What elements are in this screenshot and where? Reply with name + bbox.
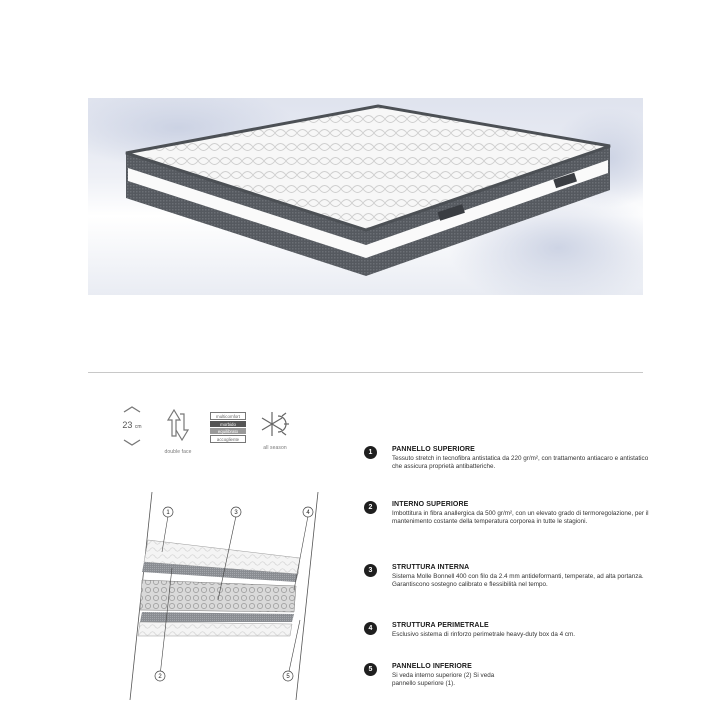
spec-item — [364, 446, 654, 486]
spec-number: 2 — [364, 501, 377, 514]
spec-number: 5 — [364, 663, 377, 676]
mattress-cross-section-diagram — [120, 490, 340, 705]
spec-title: PANNELLO SUPERIORE — [392, 446, 475, 453]
spec-body: Imbottitura in fibra anallergica da 500 gr/m², con un elevato grado di termoregolazione, per il mantenimento costante della temperatura corporea in tutte le stagioni. — [392, 510, 649, 526]
all-season-badge — [258, 408, 292, 451]
diagram-label-2: 2 — [158, 674, 162, 681]
all-season-label: all season — [263, 445, 287, 451]
snowflake-sun-icon — [260, 408, 290, 440]
spec-item — [364, 501, 654, 549]
double-face-badge — [160, 406, 196, 455]
spec-number: 3 — [364, 564, 377, 577]
spec-body: Sistema Molle Bonnell 400 con filo da 2.4 mm antideformanti, temperate, ad alta portanza. Garantiscono sostegno calibrato e flessibilità nel tempo. — [392, 573, 644, 589]
height-badge — [116, 406, 148, 451]
diagram-label-3: 3 — [234, 510, 238, 517]
spec-number: 1 — [364, 446, 377, 459]
section-divider — [88, 372, 643, 373]
spec-number: 4 — [364, 622, 377, 635]
comfort-level: multicomfort — [210, 412, 246, 420]
spec-title: PANNELLO INFERIORE — [392, 663, 472, 670]
height-unit: cm — [134, 424, 142, 430]
diagram-label-1: 1 — [166, 510, 170, 517]
comfort-level: accogliente — [210, 435, 246, 443]
double-face-label: double face — [164, 449, 192, 455]
comfort-scale — [210, 412, 246, 443]
spec-title: STRUTTURA PERIMETRALE — [392, 622, 489, 629]
comfort-level: equilibrato — [210, 428, 246, 434]
spec-body: Si veda interno superiore (2) Si veda pannello superiore (1). — [392, 672, 495, 688]
spec-item — [364, 622, 654, 650]
spec-item — [364, 564, 654, 612]
diagram-label-4: 4 — [306, 510, 310, 517]
mattress-hero-image — [88, 98, 643, 295]
spec-title: STRUTTURA INTERNA — [392, 564, 470, 571]
spec-body: Tessuto stretch in tecnofibra antistatica da 220 gr/m², con trattamento antiacaro e antistatico che assicura proprietà antibatteriche. — [392, 455, 649, 471]
diagram-label-5: 5 — [286, 674, 290, 681]
double-face-icon — [163, 406, 193, 444]
height-value: 23 — [122, 420, 133, 430]
spec-title: INTERNO SUPERIORE — [392, 501, 469, 508]
spec-item — [364, 663, 654, 697]
spec-body: Esclusivo sistema di rinforzo perimetrale heavy-duty box da 4 cm. — [392, 631, 576, 638]
comfort-level: morbido — [210, 421, 246, 427]
